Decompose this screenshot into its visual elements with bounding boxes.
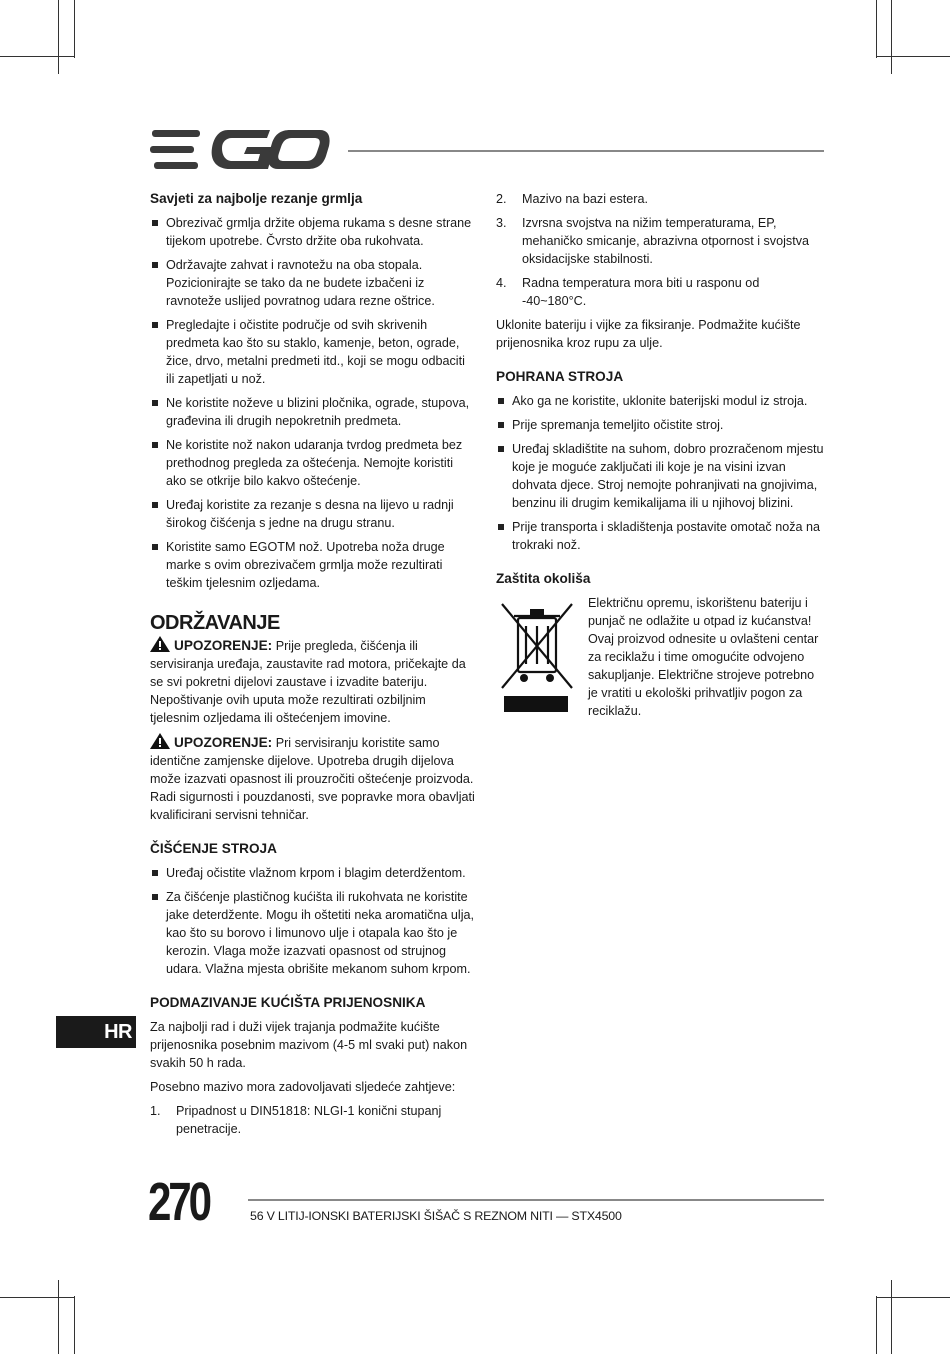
item-text: Izvrsna svojstva na nižim temperaturama, EP, mehaničko smicanje, abrazivna otpornost i svojstva oksidacijske stabilnosti. (522, 216, 809, 266)
item-text: Radna temperatura mora biti u rasponu od -40~180°C. (522, 276, 760, 308)
crop-mark (876, 0, 877, 58)
crop-mark (876, 1296, 877, 1354)
header-rule (348, 150, 824, 152)
list-item: Obrezivač grmlja držite objema rukama s desne strane tijekom upotrebe. Čvrsto držite oba rukohvata. (150, 214, 476, 250)
crop-mark (891, 1280, 892, 1354)
warning-icon (150, 636, 170, 652)
list-item: Ne koristite noževe u blizini pločnika, ograde, stupova, građevina ili drugih nepokretnih predmeta. (150, 394, 476, 430)
list-item: Pregledajte i očistite područje od svih skrivenih predmeta kao što su staklo, kamenje, beton, ograde, žice, drvo, metalni predmeti itd., koji se mogu odbaciti ili zapetljati u nož. (150, 316, 476, 388)
crop-mark (58, 1280, 59, 1354)
environment-text: Električnu opremu, iskorištenu bateriju i punjač ne odlažite u otpad iz kućanstva! Ovaj proizvod odnesite u ovlašteni centar za reciklažu i time omogućite odvojeno sakupljanje. Električne strojeve potrebno je vratiti u ekološki prihvatljiv pogon za reciklažu. (588, 596, 819, 718)
requirements-list (150, 1102, 476, 1138)
list-item: Koristite samo EGOTM nož. Upotreba noža druge marke s ovim obrezivačem grmlja može rezultirati teškim tjelesnim ozljedama. (150, 538, 476, 592)
warning-label: UPOZORENJE: (174, 735, 273, 750)
list-item: Prije spremanja temeljito očistite stroj. (496, 416, 824, 434)
item-text: Mazivo na bazi estera. (522, 192, 648, 206)
crop-mark (0, 1297, 74, 1298)
list-item: Održavajte zahvat i ravnotežu na oba stopala. Pozicionirajte se tako da ne budete izbačeni iz ravnoteže uslijed povratnog udara rezne oštrice. (150, 256, 476, 310)
warning-text: Prije pregleda, čišćenja ili servisiranja uređaja, zaustavite rad motora, pričekajte da se svi pokretni dijelovi zaustave i izvadite bateriju. Nepoštivanje ovih uputa može rezultirati ozbiljnim tjelesnim ozljedama ili oštećenjem imovine. (150, 639, 466, 725)
list-item: Uređaj koristite za rezanje s desna na lijevo u radnji širokog čišćenja s jedne na drugu stranu. (150, 496, 476, 532)
crossed-bin-icon (496, 596, 578, 718)
item-number: 1. (150, 1104, 161, 1118)
list-item: Za čišćenje plastičnog kućišta ili rukohvata ne koristite jake deterdžente. Mogu ih oštetiti neka aromatična ulja, kao što su borovo i limunovo ulje i otapala kao što je kerozin. Vlaga može izazvati opasnost od strujnog udara. Vlažna mjesta obrišite mekanom suhom krpom. (150, 888, 476, 978)
item-number: 2. (496, 192, 507, 206)
list-item (496, 190, 824, 208)
list-item: Ne koristite nož nakon udaranja tvrdog predmeta bez prethodnog pregleda za oštećenja. Nemojte koristiti ako se otkrije bilo kakvo oštećenje. (150, 436, 476, 490)
crop-mark (876, 1297, 950, 1298)
language-tab: HR (56, 1016, 136, 1048)
crop-mark (891, 0, 892, 74)
list-item: Uređaj očistite vlažnom krpom i blagim deterdžentom. (150, 864, 476, 882)
warning-icon (150, 733, 170, 749)
list-item: Uređaj skladištite na suhom, dobro prozračenom mjestu koje je moguće zaključati ili koje je na visini izvan dohvata djece. Stroj nemojte pohranjivati na gnojivima, benzinu ili drugim kemikalijama ili u njihovoj blizini. (496, 440, 824, 512)
battery-note: Uklonite bateriju i vijke za fiksiranje. Podmažite kućište prijenosnika kroz rupu za ulje. (496, 318, 801, 350)
footer-rule (248, 1199, 824, 1201)
cleaning-list (150, 864, 476, 978)
crop-mark (876, 56, 950, 57)
crop-mark (58, 0, 59, 74)
tips-list (150, 214, 476, 592)
environment-title: Zaštita okoliša (496, 571, 591, 586)
warning-label: UPOZORENJE: (174, 638, 273, 653)
warning-2 (150, 733, 476, 824)
footer-title: 56 V LITIJ-IONSKI BATERIJSKI ŠIŠAČ S REZNOM NITI — STX4500 (250, 1209, 622, 1223)
lubrication-paragraph: Za najbolji rad i duži vijek trajanja podmažite kućište prijenosnika posebnim mazivom (4-5 ml svaki put) nakon svakih 50 h rada. (150, 1020, 468, 1070)
maintenance-title: ODRŽAVANJE (150, 612, 280, 634)
warning-text: Pri servisiranju koristite samo identične zamjenske dijelove. Upotreba drugih dijelova može izazvati opasnost ili prouzročiti oštećenje proizvoda. Radi sigurnosti i pouzdanosti, sve popravke mora obavljati kvalificirani servisni tehničar. (150, 736, 475, 822)
right-column (496, 190, 824, 720)
warning-1 (150, 636, 476, 727)
cleaning-title: ČIŠĆENJE STROJA (150, 841, 277, 856)
environment-block (496, 594, 824, 720)
list-item: Prije transporta i skladištenja postavite omotač noža na trokraki nož. (496, 518, 824, 554)
lubrication-paragraph: Posebno mazivo mora zadovoljavati sljedeće zahtjeve: (150, 1080, 456, 1094)
ego-logo (150, 130, 330, 170)
list-item (150, 1102, 476, 1138)
crop-mark (74, 0, 75, 58)
requirements-list (496, 190, 824, 310)
list-item (496, 274, 824, 310)
left-column (150, 190, 476, 1144)
crop-mark (74, 1296, 75, 1354)
item-number: 4. (496, 276, 507, 290)
lubrication-title: PODMAZIVANJE KUĆIŠTA PRIJENOSNIKA (150, 995, 426, 1010)
list-item: Ako ga ne koristite, uklonite baterijski modul iz stroja. (496, 392, 824, 410)
list-item (496, 214, 824, 268)
item-number: 3. (496, 216, 507, 230)
storage-list (496, 392, 824, 554)
tips-title: Savjeti za najbolje rezanje grmlja (150, 191, 363, 206)
weee-bar (504, 696, 568, 712)
storage-title: POHRANA STROJA (496, 369, 624, 384)
item-text: Pripadnost u DIN51818: NLGI-1 konični stupanj penetracije. (176, 1104, 442, 1136)
page-number: 270 (148, 1172, 209, 1232)
crop-mark (0, 56, 74, 57)
